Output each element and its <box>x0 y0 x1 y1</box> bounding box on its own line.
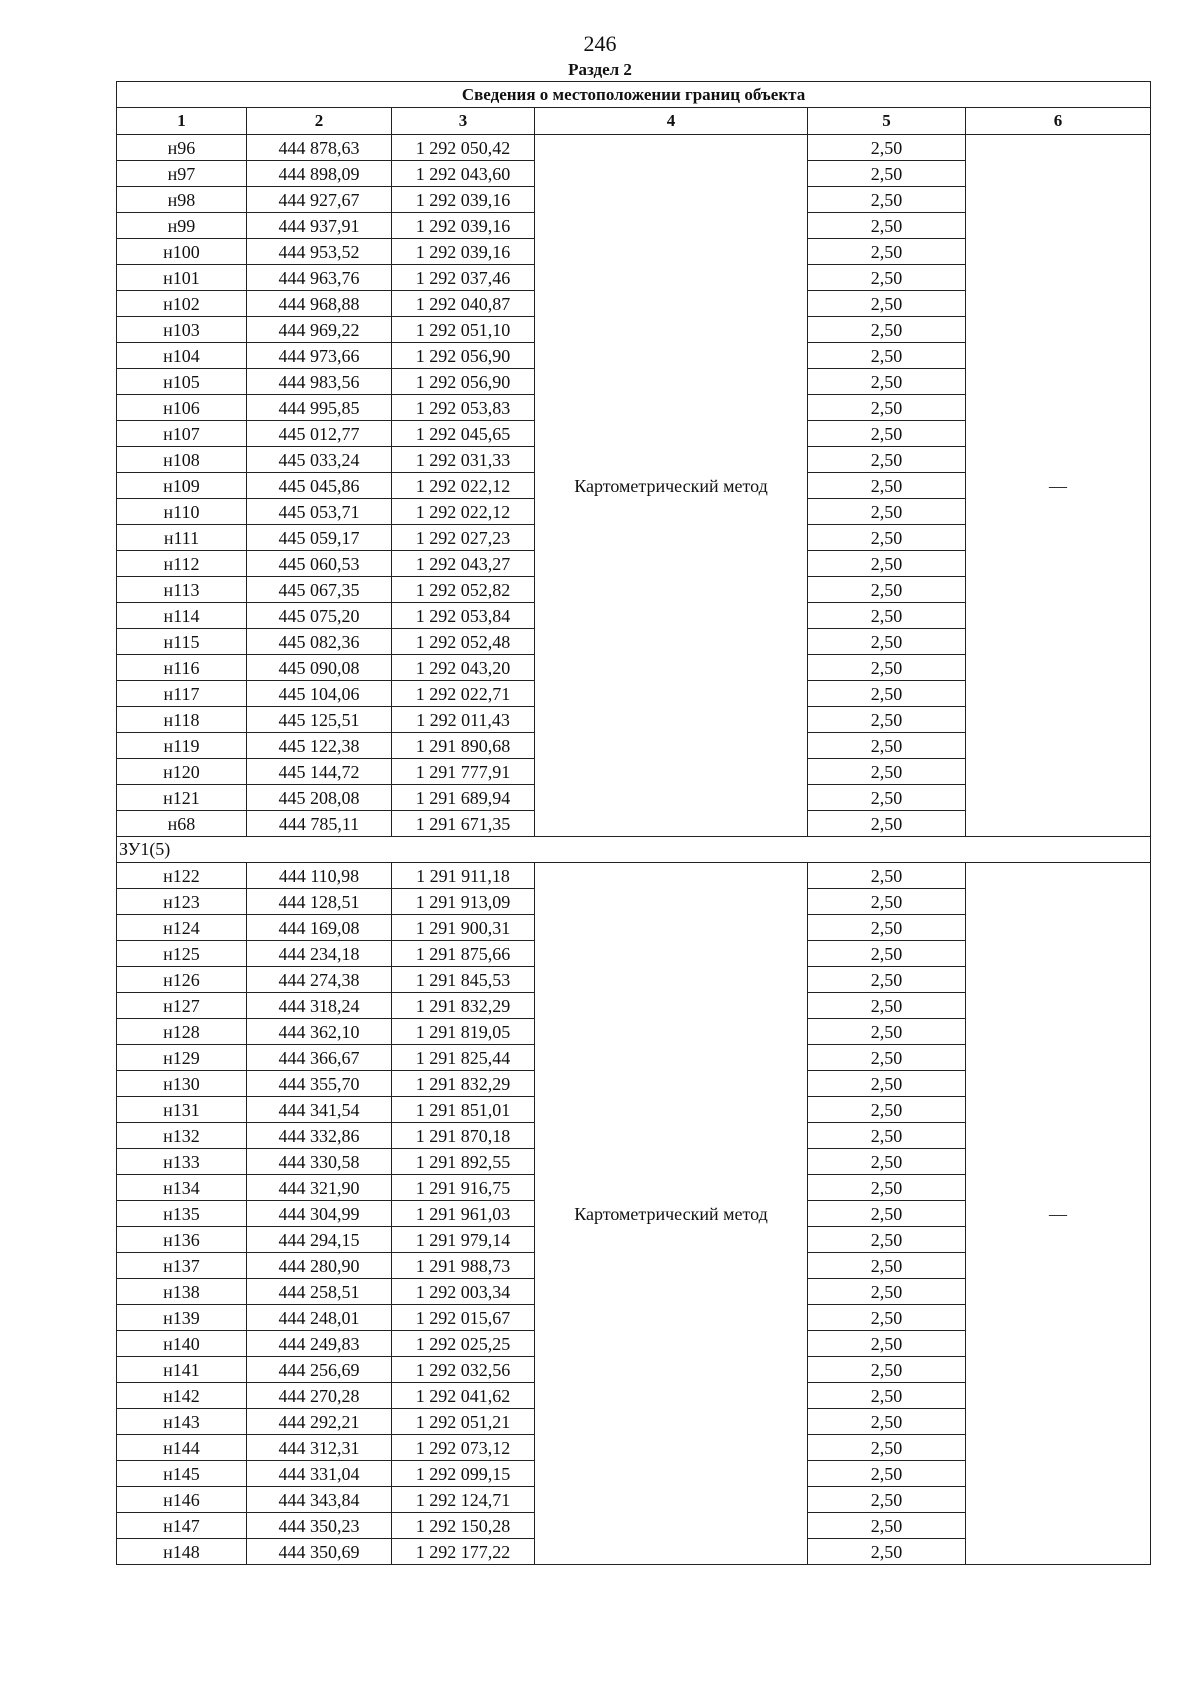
note-cell: — <box>966 863 1151 1565</box>
y-coordinate-cell: 1 292 041,62 <box>392 1383 535 1409</box>
accuracy-cell: 2,50 <box>808 889 966 915</box>
x-coordinate-cell: 444 937,91 <box>247 213 392 239</box>
y-coordinate-cell: 1 292 073,12 <box>392 1435 535 1461</box>
accuracy-cell: 2,50 <box>808 707 966 733</box>
y-coordinate-cell: 1 292 056,90 <box>392 343 535 369</box>
x-coordinate-cell: 444 274,38 <box>247 967 392 993</box>
accuracy-cell: 2,50 <box>808 577 966 603</box>
x-coordinate-cell: 445 059,17 <box>247 525 392 551</box>
x-coordinate-cell: 444 969,22 <box>247 317 392 343</box>
point-name-cell: н99 <box>117 213 247 239</box>
point-name-cell: н126 <box>117 967 247 993</box>
x-coordinate-cell: 444 270,28 <box>247 1383 392 1409</box>
point-name-cell: н139 <box>117 1305 247 1331</box>
accuracy-cell: 2,50 <box>808 1305 966 1331</box>
note-cell: — <box>966 135 1151 837</box>
x-coordinate-cell: 444 973,66 <box>247 343 392 369</box>
x-coordinate-cell: 444 995,85 <box>247 395 392 421</box>
column-header: 3 <box>392 108 535 135</box>
accuracy-cell: 2,50 <box>808 1487 966 1513</box>
accuracy-cell: 2,50 <box>808 369 966 395</box>
y-coordinate-cell: 1 292 043,20 <box>392 655 535 681</box>
y-coordinate-cell: 1 291 890,68 <box>392 733 535 759</box>
y-coordinate-cell: 1 292 011,43 <box>392 707 535 733</box>
y-coordinate-cell: 1 292 056,90 <box>392 369 535 395</box>
accuracy-cell: 2,50 <box>808 1513 966 1539</box>
x-coordinate-cell: 444 292,21 <box>247 1409 392 1435</box>
accuracy-cell: 2,50 <box>808 1097 966 1123</box>
method-cell: Картометрический метод <box>535 863 808 1565</box>
accuracy-cell: 2,50 <box>808 1279 966 1305</box>
point-name-cell: н144 <box>117 1435 247 1461</box>
section-title: Раздел 2 <box>568 60 632 79</box>
x-coordinate-cell: 444 983,56 <box>247 369 392 395</box>
point-name-cell: н128 <box>117 1019 247 1045</box>
y-coordinate-cell: 1 292 051,21 <box>392 1409 535 1435</box>
x-coordinate-cell: 445 125,51 <box>247 707 392 733</box>
point-name-cell: н97 <box>117 161 247 187</box>
accuracy-cell: 2,50 <box>808 785 966 811</box>
x-coordinate-cell: 444 927,67 <box>247 187 392 213</box>
accuracy-cell: 2,50 <box>808 291 966 317</box>
point-name-cell: н146 <box>117 1487 247 1513</box>
y-coordinate-cell: 1 292 040,87 <box>392 291 535 317</box>
point-name-cell: н110 <box>117 499 247 525</box>
y-coordinate-cell: 1 291 892,55 <box>392 1149 535 1175</box>
x-coordinate-cell: 445 045,86 <box>247 473 392 499</box>
accuracy-cell: 2,50 <box>808 1461 966 1487</box>
accuracy-cell: 2,50 <box>808 603 966 629</box>
accuracy-cell: 2,50 <box>808 733 966 759</box>
x-coordinate-cell: 444 294,15 <box>247 1227 392 1253</box>
y-coordinate-cell: 1 291 913,09 <box>392 889 535 915</box>
point-name-cell: н137 <box>117 1253 247 1279</box>
y-coordinate-cell: 1 292 022,12 <box>392 473 535 499</box>
x-coordinate-cell: 444 258,51 <box>247 1279 392 1305</box>
accuracy-cell: 2,50 <box>808 421 966 447</box>
group-label: ЗУ1(5) <box>117 837 1151 863</box>
x-coordinate-cell: 445 104,06 <box>247 681 392 707</box>
x-coordinate-cell: 444 280,90 <box>247 1253 392 1279</box>
point-name-cell: н141 <box>117 1357 247 1383</box>
y-coordinate-cell: 1 291 689,94 <box>392 785 535 811</box>
y-coordinate-cell: 1 292 177,22 <box>392 1539 535 1565</box>
accuracy-cell: 2,50 <box>808 1227 966 1253</box>
point-name-cell: н112 <box>117 551 247 577</box>
accuracy-cell: 2,50 <box>808 655 966 681</box>
y-coordinate-cell: 1 292 031,33 <box>392 447 535 473</box>
x-coordinate-cell: 444 785,11 <box>247 811 392 837</box>
accuracy-cell: 2,50 <box>808 161 966 187</box>
accuracy-cell: 2,50 <box>808 135 966 161</box>
point-name-cell: н117 <box>117 681 247 707</box>
accuracy-cell: 2,50 <box>808 395 966 421</box>
point-name-cell: н107 <box>117 421 247 447</box>
column-header: 2 <box>247 108 392 135</box>
point-name-cell: н106 <box>117 395 247 421</box>
point-name-cell: н143 <box>117 1409 247 1435</box>
y-coordinate-cell: 1 292 053,83 <box>392 395 535 421</box>
x-coordinate-cell: 444 169,08 <box>247 915 392 941</box>
y-coordinate-cell: 1 292 050,42 <box>392 135 535 161</box>
x-coordinate-cell: 444 249,83 <box>247 1331 392 1357</box>
y-coordinate-cell: 1 291 979,14 <box>392 1227 535 1253</box>
point-name-cell: н145 <box>117 1461 247 1487</box>
x-coordinate-cell: 444 234,18 <box>247 941 392 967</box>
x-coordinate-cell: 445 033,24 <box>247 447 392 473</box>
point-name-cell: н114 <box>117 603 247 629</box>
x-coordinate-cell: 445 060,53 <box>247 551 392 577</box>
y-coordinate-cell: 1 291 870,18 <box>392 1123 535 1149</box>
accuracy-cell: 2,50 <box>808 551 966 577</box>
x-coordinate-cell: 445 144,72 <box>247 759 392 785</box>
point-name-cell: н135 <box>117 1201 247 1227</box>
y-coordinate-cell: 1 292 022,71 <box>392 681 535 707</box>
accuracy-cell: 2,50 <box>808 629 966 655</box>
x-coordinate-cell: 444 366,67 <box>247 1045 392 1071</box>
y-coordinate-cell: 1 292 051,10 <box>392 317 535 343</box>
x-coordinate-cell: 444 350,23 <box>247 1513 392 1539</box>
accuracy-cell: 2,50 <box>808 1149 966 1175</box>
point-name-cell: н120 <box>117 759 247 785</box>
accuracy-cell: 2,50 <box>808 967 966 993</box>
y-coordinate-cell: 1 292 039,16 <box>392 213 535 239</box>
y-coordinate-cell: 1 291 851,01 <box>392 1097 535 1123</box>
column-header: 6 <box>966 108 1151 135</box>
x-coordinate-cell: 444 318,24 <box>247 993 392 1019</box>
accuracy-cell: 2,50 <box>808 1019 966 1045</box>
point-name-cell: н148 <box>117 1539 247 1565</box>
accuracy-cell: 2,50 <box>808 811 966 837</box>
y-coordinate-cell: 1 291 988,73 <box>392 1253 535 1279</box>
y-coordinate-cell: 1 292 150,28 <box>392 1513 535 1539</box>
x-coordinate-cell: 444 256,69 <box>247 1357 392 1383</box>
accuracy-cell: 2,50 <box>808 499 966 525</box>
y-coordinate-cell: 1 292 025,25 <box>392 1331 535 1357</box>
point-name-cell: н109 <box>117 473 247 499</box>
page-number: 246 <box>583 31 617 56</box>
y-coordinate-cell: 1 291 961,03 <box>392 1201 535 1227</box>
y-coordinate-cell: 1 292 045,65 <box>392 421 535 447</box>
point-name-cell: н122 <box>117 863 247 889</box>
point-name-cell: н111 <box>117 525 247 551</box>
point-name-cell: н121 <box>117 785 247 811</box>
x-coordinate-cell: 444 878,63 <box>247 135 392 161</box>
x-coordinate-cell: 444 110,98 <box>247 863 392 889</box>
y-coordinate-cell: 1 291 671,35 <box>392 811 535 837</box>
point-name-cell: н129 <box>117 1045 247 1071</box>
point-name-cell: н96 <box>117 135 247 161</box>
point-name-cell: н134 <box>117 1175 247 1201</box>
y-coordinate-cell: 1 292 053,84 <box>392 603 535 629</box>
column-header: 1 <box>117 108 247 135</box>
y-coordinate-cell: 1 292 052,48 <box>392 629 535 655</box>
y-coordinate-cell: 1 291 900,31 <box>392 915 535 941</box>
point-name-cell: н138 <box>117 1279 247 1305</box>
y-coordinate-cell: 1 291 832,29 <box>392 1071 535 1097</box>
accuracy-cell: 2,50 <box>808 1539 966 1565</box>
x-coordinate-cell: 444 362,10 <box>247 1019 392 1045</box>
accuracy-cell: 2,50 <box>808 343 966 369</box>
x-coordinate-cell: 445 090,08 <box>247 655 392 681</box>
y-coordinate-cell: 1 291 911,18 <box>392 863 535 889</box>
point-name-cell: н98 <box>117 187 247 213</box>
accuracy-cell: 2,50 <box>808 473 966 499</box>
accuracy-cell: 2,50 <box>808 681 966 707</box>
x-coordinate-cell: 444 304,99 <box>247 1201 392 1227</box>
point-name-cell: н130 <box>117 1071 247 1097</box>
accuracy-cell: 2,50 <box>808 1409 966 1435</box>
x-coordinate-cell: 445 082,36 <box>247 629 392 655</box>
y-coordinate-cell: 1 292 052,82 <box>392 577 535 603</box>
accuracy-cell: 2,50 <box>808 1201 966 1227</box>
x-coordinate-cell: 444 350,69 <box>247 1539 392 1565</box>
accuracy-cell: 2,50 <box>808 1045 966 1071</box>
accuracy-cell: 2,50 <box>808 1175 966 1201</box>
boundary-coordinates-table <box>116 81 1151 1565</box>
x-coordinate-cell: 445 122,38 <box>247 733 392 759</box>
column-header: 5 <box>808 108 966 135</box>
point-name-cell: н101 <box>117 265 247 291</box>
x-coordinate-cell: 444 953,52 <box>247 239 392 265</box>
point-name-cell: н104 <box>117 343 247 369</box>
y-coordinate-cell: 1 292 022,12 <box>392 499 535 525</box>
x-coordinate-cell: 444 312,31 <box>247 1435 392 1461</box>
point-name-cell: н103 <box>117 317 247 343</box>
point-name-cell: н133 <box>117 1149 247 1175</box>
point-name-cell: н119 <box>117 733 247 759</box>
x-coordinate-cell: 444 332,86 <box>247 1123 392 1149</box>
column-header: 4 <box>535 108 808 135</box>
accuracy-cell: 2,50 <box>808 993 966 1019</box>
y-coordinate-cell: 1 291 832,29 <box>392 993 535 1019</box>
y-coordinate-cell: 1 291 777,91 <box>392 759 535 785</box>
table-row <box>117 135 1151 161</box>
column-number-row <box>117 108 1151 135</box>
accuracy-cell: 2,50 <box>808 1357 966 1383</box>
x-coordinate-cell: 445 053,71 <box>247 499 392 525</box>
point-name-cell: н108 <box>117 447 247 473</box>
point-name-cell: н124 <box>117 915 247 941</box>
accuracy-cell: 2,50 <box>808 863 966 889</box>
x-coordinate-cell: 444 331,04 <box>247 1461 392 1487</box>
point-name-cell: н68 <box>117 811 247 837</box>
point-name-cell: н113 <box>117 577 247 603</box>
x-coordinate-cell: 444 355,70 <box>247 1071 392 1097</box>
method-cell: Картометрический метод <box>535 135 808 837</box>
y-coordinate-cell: 1 292 003,34 <box>392 1279 535 1305</box>
accuracy-cell: 2,50 <box>808 1383 966 1409</box>
x-coordinate-cell: 445 208,08 <box>247 785 392 811</box>
accuracy-cell: 2,50 <box>808 1071 966 1097</box>
point-name-cell: н116 <box>117 655 247 681</box>
accuracy-cell: 2,50 <box>808 915 966 941</box>
point-name-cell: н142 <box>117 1383 247 1409</box>
point-name-cell: н118 <box>117 707 247 733</box>
y-coordinate-cell: 1 292 027,23 <box>392 525 535 551</box>
point-name-cell: н132 <box>117 1123 247 1149</box>
accuracy-cell: 2,50 <box>808 317 966 343</box>
x-coordinate-cell: 444 898,09 <box>247 161 392 187</box>
accuracy-cell: 2,50 <box>808 187 966 213</box>
x-coordinate-cell: 445 012,77 <box>247 421 392 447</box>
y-coordinate-cell: 1 291 916,75 <box>392 1175 535 1201</box>
accuracy-cell: 2,50 <box>808 1123 966 1149</box>
accuracy-cell: 2,50 <box>808 525 966 551</box>
accuracy-cell: 2,50 <box>808 213 966 239</box>
accuracy-cell: 2,50 <box>808 1435 966 1461</box>
point-name-cell: н136 <box>117 1227 247 1253</box>
point-name-cell: н131 <box>117 1097 247 1123</box>
y-coordinate-cell: 1 292 099,15 <box>392 1461 535 1487</box>
y-coordinate-cell: 1 292 043,27 <box>392 551 535 577</box>
accuracy-cell: 2,50 <box>808 265 966 291</box>
accuracy-cell: 2,50 <box>808 759 966 785</box>
accuracy-cell: 2,50 <box>808 1253 966 1279</box>
y-coordinate-cell: 1 292 124,71 <box>392 1487 535 1513</box>
x-coordinate-cell: 445 075,20 <box>247 603 392 629</box>
x-coordinate-cell: 444 341,54 <box>247 1097 392 1123</box>
point-name-cell: н102 <box>117 291 247 317</box>
point-name-cell: н115 <box>117 629 247 655</box>
point-name-cell: н100 <box>117 239 247 265</box>
x-coordinate-cell: 444 343,84 <box>247 1487 392 1513</box>
x-coordinate-cell: 444 963,76 <box>247 265 392 291</box>
x-coordinate-cell: 444 330,58 <box>247 1149 392 1175</box>
point-name-cell: н125 <box>117 941 247 967</box>
accuracy-cell: 2,50 <box>808 447 966 473</box>
x-coordinate-cell: 445 067,35 <box>247 577 392 603</box>
point-name-cell: н123 <box>117 889 247 915</box>
table-body <box>117 135 1151 1565</box>
x-coordinate-cell: 444 968,88 <box>247 291 392 317</box>
group-label-row <box>117 837 1151 863</box>
accuracy-cell: 2,50 <box>808 941 966 967</box>
point-name-cell: н140 <box>117 1331 247 1357</box>
y-coordinate-cell: 1 292 032,56 <box>392 1357 535 1383</box>
y-coordinate-cell: 1 292 039,16 <box>392 187 535 213</box>
y-coordinate-cell: 1 291 819,05 <box>392 1019 535 1045</box>
y-coordinate-cell: 1 292 039,16 <box>392 239 535 265</box>
accuracy-cell: 2,50 <box>808 239 966 265</box>
x-coordinate-cell: 444 321,90 <box>247 1175 392 1201</box>
accuracy-cell: 2,50 <box>808 1331 966 1357</box>
y-coordinate-cell: 1 292 043,60 <box>392 161 535 187</box>
table-caption: Сведения о местоположении границ объекта <box>117 82 1151 108</box>
y-coordinate-cell: 1 292 015,67 <box>392 1305 535 1331</box>
y-coordinate-cell: 1 291 825,44 <box>392 1045 535 1071</box>
y-coordinate-cell: 1 291 875,66 <box>392 941 535 967</box>
y-coordinate-cell: 1 291 845,53 <box>392 967 535 993</box>
table-row <box>117 863 1151 889</box>
x-coordinate-cell: 444 128,51 <box>247 889 392 915</box>
y-coordinate-cell: 1 292 037,46 <box>392 265 535 291</box>
point-name-cell: н127 <box>117 993 247 1019</box>
point-name-cell: н147 <box>117 1513 247 1539</box>
point-name-cell: н105 <box>117 369 247 395</box>
x-coordinate-cell: 444 248,01 <box>247 1305 392 1331</box>
